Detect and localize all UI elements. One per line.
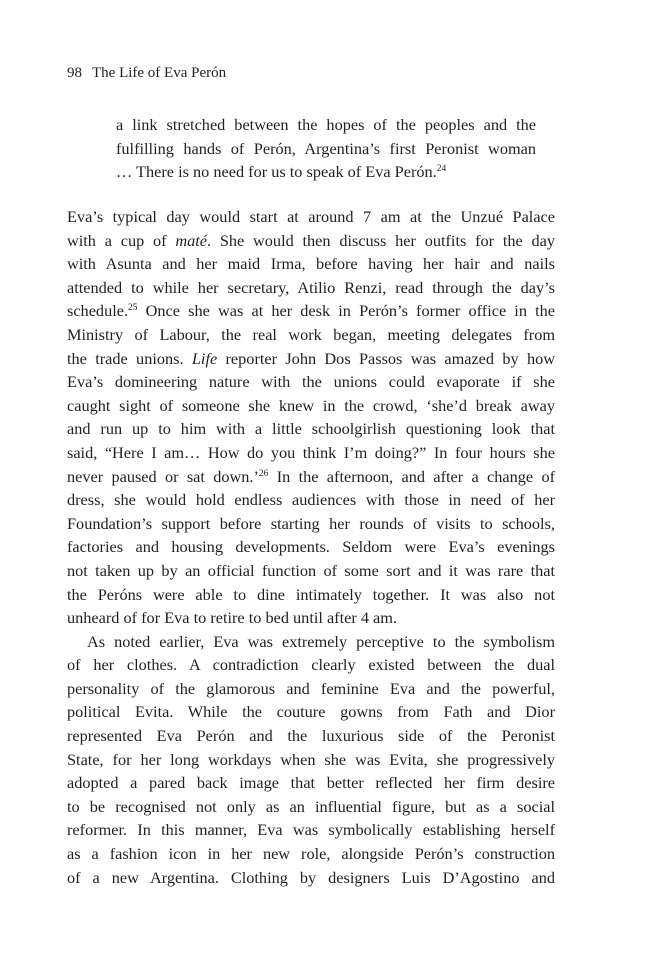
text-line: State, for her long workdays when she was Evita, she progressively bbox=[67, 749, 555, 769]
text-line bbox=[67, 299, 555, 323]
text-line: caught sight of someone she knew in the crowd, ‘she’d break away bbox=[67, 395, 555, 415]
quote-line-text: … There is no need for us to speak of Eva Perón. bbox=[116, 162, 437, 182]
text-line: not taken up by an official function of some sort and it was rare that bbox=[67, 560, 555, 580]
text-line: factories and housing developments. Seldom were Eva’s evenings bbox=[67, 537, 555, 557]
text-line: with Asunta and her maid Irma, before having her hair and nails bbox=[67, 254, 555, 274]
footnote-ref: 25 bbox=[128, 303, 138, 314]
running-head bbox=[67, 63, 226, 83]
text-line bbox=[67, 347, 555, 371]
text-line: Ministry of Labour, the real work began, meeting delegates from bbox=[67, 324, 555, 344]
text-line: reformer. In this manner, Eva was symbolically establishing herself bbox=[67, 820, 555, 840]
quote-line bbox=[116, 160, 536, 184]
text-run: the trade unions. bbox=[67, 348, 192, 368]
text-line: and run up to him with a little schoolgirlish questioning look that bbox=[67, 419, 555, 439]
text-line: Eva’s typical day would start at around 7 am at the Unzué Palace bbox=[67, 207, 555, 226]
text-line: attended to while her secretary, Atilio Renzi, read through the day’s bbox=[67, 277, 555, 297]
text-line: said, “Here I am… How do you think I’m doing?” In four hours she bbox=[67, 442, 555, 462]
text-run: reporter John Dos Passos was amazed by how bbox=[217, 348, 555, 368]
text-line: represented Eva Perón and the luxurious side of the Peronist bbox=[67, 726, 555, 746]
italic-title: Life bbox=[191, 348, 218, 368]
text-line: the Peróns were able to dine intimately together. It was also not bbox=[67, 584, 555, 604]
text-run: with a cup of bbox=[67, 230, 176, 250]
text-line: Foundation’s support before starting her rounds of visits to schools, bbox=[67, 513, 555, 533]
quote-line: fulfilling hands of Perón, Argentina’s first Peronist woman bbox=[116, 138, 536, 158]
text-line bbox=[67, 465, 555, 489]
footnote-ref: 24 bbox=[436, 164, 447, 175]
footnote-ref: 26 bbox=[258, 468, 269, 479]
quote-line: a link stretched between the hopes of the peoples and the bbox=[116, 115, 536, 134]
text-line: to be recognised not only as an influential figure, but as a social bbox=[67, 796, 555, 816]
text-line: of her clothes. A contradiction clearly existed between the dual bbox=[67, 655, 555, 675]
text-line bbox=[67, 229, 555, 253]
text-line: Eva’s domineering nature with the unions could evaporate if she bbox=[67, 372, 555, 392]
page-number: 98 bbox=[67, 65, 82, 81]
running-title: The Life of Eva Perón bbox=[92, 65, 227, 81]
text-line: political Evita. While the couture gowns from Fath and Dior bbox=[67, 702, 555, 722]
text-run: schedule. bbox=[67, 301, 129, 321]
text-run: In the afternoon, and after a change of bbox=[268, 466, 556, 486]
italic-term: maté bbox=[175, 230, 207, 250]
text-line: personality of the glamorous and feminine Eva and the powerful, bbox=[67, 678, 555, 698]
text-line: of a new Argentina. Clothing by designers Luis D’Agostino and bbox=[67, 867, 555, 887]
text-line: As noted earlier, Eva was extremely perceptive to the symbolism bbox=[87, 631, 555, 651]
text-line: unheard of for Eva to retire to bed until after 4 am. bbox=[67, 608, 398, 628]
text-run: Once she was at her desk in Perón’s former office in the bbox=[137, 301, 555, 321]
text-line: as a fashion icon in her new role, alongside Perón’s construction bbox=[67, 844, 555, 864]
text-line: dress, she would hold endless audiences with those in need of her bbox=[67, 490, 555, 510]
text-run: . She would then discuss her outfits for the day bbox=[207, 230, 555, 250]
text-line: adopted a pared back image that better reflected her firm desire bbox=[67, 773, 555, 793]
body-text bbox=[67, 205, 555, 889]
block-quote bbox=[116, 113, 536, 184]
text-run: never paused or sat down.’ bbox=[67, 466, 259, 486]
